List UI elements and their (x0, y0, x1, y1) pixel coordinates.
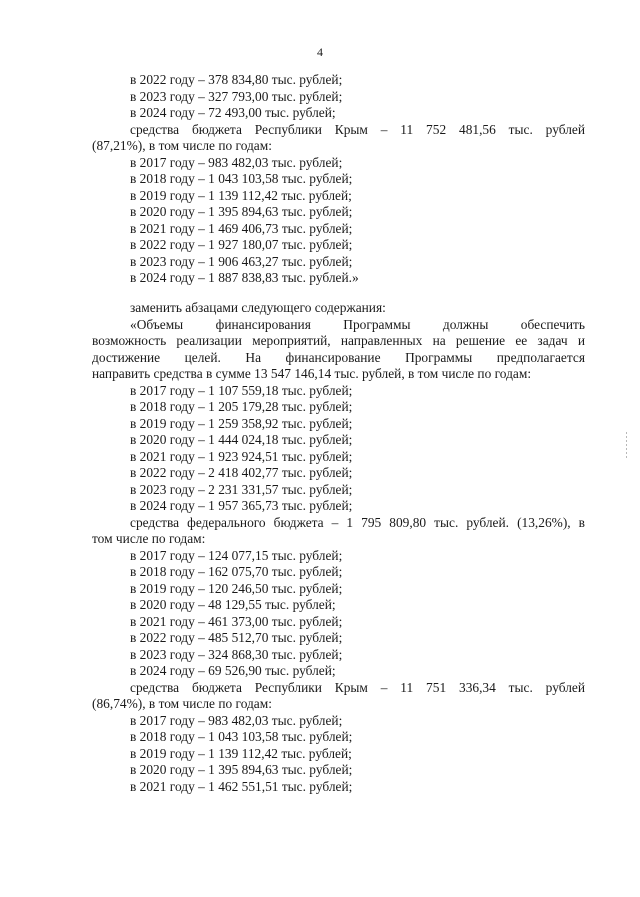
year-line: в 2020 году – 1 395 894,63 тыс. рублей; (130, 762, 353, 777)
budget-source-line: средства бюджета Республики Крым – 11 752 481,56 тыс. рублей (130, 121, 585, 137)
year-line: в 2019 году – 1 139 112,42 тыс. рублей; (130, 187, 352, 203)
year-line: в 2023 году – 1 906 463,27 тыс. рублей; (130, 253, 353, 269)
year-line: в 2019 году – 1 139 112,42 тыс. рублей; (130, 745, 352, 761)
year-line: в 2017 году – 1 107 559,18 тыс. рублей; (130, 382, 353, 398)
replacement-intro: заменить абзацами следующего содержания: (130, 300, 386, 315)
year-line: в 2018 году – 1 043 103,58 тыс. рублей; (130, 729, 353, 744)
year-line: в 2024 году – 1 887 838,83 тыс. рублей.» (130, 270, 359, 285)
year-line: в 2017 году – 983 482,03 тыс. рублей; (130, 712, 343, 728)
year-line: в 2018 году – 162 075,70 тыс. рублей; (130, 564, 343, 579)
year-line: в 2021 году – 1 923 924,51 тыс. рублей; (130, 448, 353, 464)
year-line: в 2018 году – 1 205 179,28 тыс. рублей; (130, 399, 353, 414)
federal-budget-line: средства федерального бюджета – 1 795 809,80 тыс. рублей. (13,26%), в (130, 514, 585, 530)
year-line: в 2019 году – 120 246,50 тыс. рублей; (130, 580, 343, 596)
year-line: в 2024 году – 1 957 365,73 тыс. рублей; (130, 498, 353, 513)
year-line: в 2021 году – 1 462 551,51 тыс. рублей; (130, 778, 353, 794)
year-line: в 2024 году – 72 493,00 тыс. рублей; (130, 105, 336, 120)
year-line: в 2023 году – 2 231 331,57 тыс. рублей; (130, 481, 353, 497)
year-line: в 2020 году – 1 395 894,63 тыс. рублей; (130, 204, 353, 219)
year-line: в 2020 году – 1 444 024,18 тыс. рублей; (130, 432, 353, 447)
page-number: 4 (317, 45, 323, 59)
crimea-budget-continuation: (86,74%), в том числе по годам: (92, 696, 272, 711)
budget-source-continuation: (87,21%), в том числе по годам: (92, 138, 272, 153)
year-line: в 2018 году – 1 043 103,58 тыс. рублей; (130, 171, 353, 186)
year-line: в 2017 году – 983 482,03 тыс. рублей; (130, 154, 343, 170)
scan-artifact-mark (626, 432, 627, 460)
funding-paragraph-line: «Объемы финансирования Программы должны обеспечить (130, 316, 585, 332)
funding-paragraph-line: достижение целей. На финансирование Программы предполагается (92, 349, 585, 365)
funding-paragraph-line: возможность реализации мероприятий, направленных на решение ее задач и (92, 333, 585, 348)
year-line: в 2022 году – 1 927 180,07 тыс. рублей; (130, 237, 353, 252)
year-line: в 2021 году – 1 469 406,73 тыс. рублей; (130, 220, 353, 236)
funding-paragraph-line: направить средства в сумме 13 547 146,14 тыс. рублей, в том числе по годам: (92, 366, 532, 381)
year-line: в 2022 году – 378 834,80 тыс. рублей; (130, 72, 343, 87)
replacement-text-block (92, 300, 585, 795)
year-line: в 2022 году – 485 512,70 тыс. рублей; (130, 630, 343, 645)
year-line: в 2019 году – 1 259 358,92 тыс. рублей; (130, 415, 353, 431)
year-line: в 2021 году – 461 373,00 тыс. рублей; (130, 613, 343, 629)
year-line: в 2023 году – 324 868,30 тыс. рублей; (130, 646, 343, 662)
crimea-budget-line: средства бюджета Республики Крым – 11 751 336,34 тыс. рублей (130, 679, 585, 695)
year-line: в 2022 году – 2 418 402,77 тыс. рублей; (130, 465, 353, 480)
year-line: в 2023 году – 327 793,00 тыс. рублей; (130, 88, 343, 104)
year-line: в 2020 году – 48 129,55 тыс. рублей; (130, 597, 336, 612)
federal-budget-continuation: том числе по годам: (92, 531, 206, 546)
year-line: в 2017 году – 124 077,15 тыс. рублей; (130, 547, 343, 563)
previous-text-block (92, 72, 585, 287)
year-line: в 2024 году – 69 526,90 тыс. рублей; (130, 663, 336, 678)
